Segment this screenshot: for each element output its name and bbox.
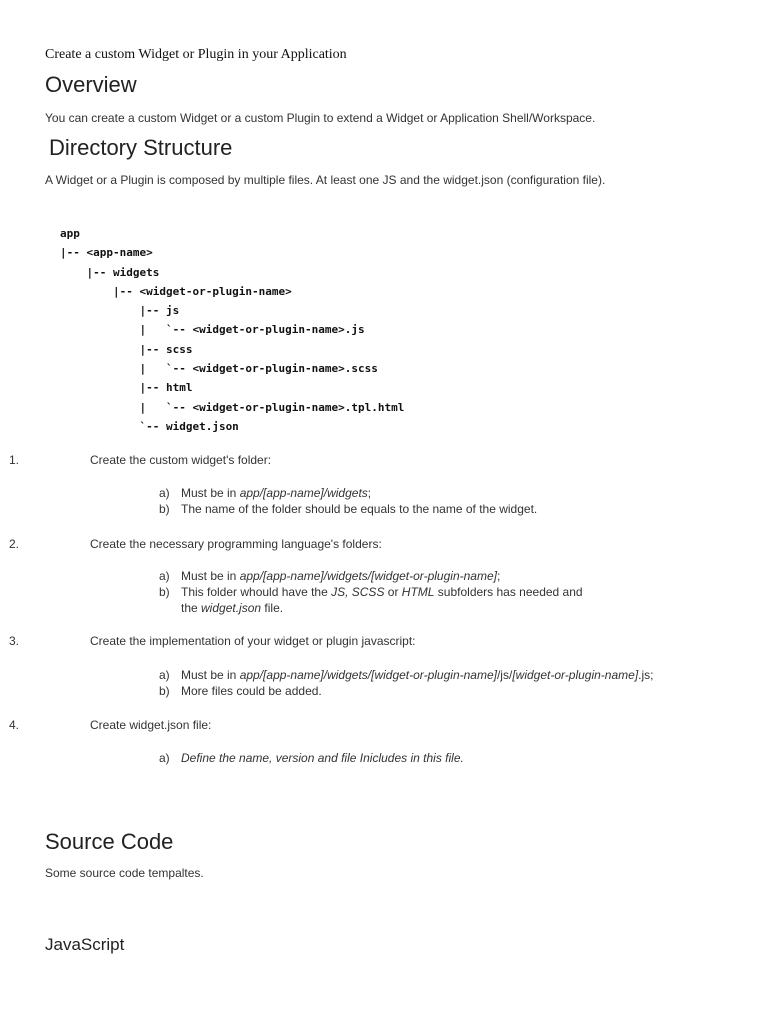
sub-item-letter: b) xyxy=(159,684,170,698)
path-text: app/[app-name]/widgets/[widget-or-plugin-name] xyxy=(239,569,497,583)
sub-item-letter: a) xyxy=(159,751,170,765)
sub-item-text: file. xyxy=(261,601,284,615)
sub-item xyxy=(159,668,654,684)
directory-heading: Directory Structure xyxy=(49,135,233,160)
overview-text: You can create a custom Widget or a custom Plugin to extend a Widget or Application Shell/Workspace. xyxy=(45,111,596,125)
path-text: app/[app-name]/widgets xyxy=(239,486,368,500)
step-text: Create the necessary programming language's folders: xyxy=(90,537,382,551)
sub-item-text: ; xyxy=(367,486,372,500)
sub-item-text: or xyxy=(384,585,402,599)
sub-item-continuation xyxy=(181,601,283,617)
sub-item-text: The name of the folder should be equals to the name of the widget. xyxy=(181,502,538,516)
sub-item-text: .js; xyxy=(638,668,654,682)
sub-item-text: ; xyxy=(496,569,501,583)
sub-item-text: Must be in xyxy=(181,486,240,500)
path-text: app/[app-name]/widgets/[widget-or-plugin-name] xyxy=(239,668,497,682)
tree-line: |-- <app-name> xyxy=(60,246,153,260)
emphasis-text: HTML xyxy=(401,585,435,599)
sub-item-text: More files could be added. xyxy=(181,684,322,698)
sub-item-letter: a) xyxy=(159,486,170,500)
step-number: 4. xyxy=(9,718,20,732)
directory-tree xyxy=(60,224,404,436)
step-text: Create the implementation of your widget or plugin javascript: xyxy=(90,634,416,648)
step-number: 1. xyxy=(9,453,20,467)
sub-item-text: This folder whould have the xyxy=(181,585,332,599)
sub-item-letter: a) xyxy=(159,569,170,583)
path-text: [widget-or-plugin-name] xyxy=(512,668,639,682)
tree-line: |-- scss xyxy=(60,342,193,356)
tree-line: | `-- <widget-or-plugin-name>.tpl.html xyxy=(60,400,405,414)
directory-text: A Widget or a Plugin is composed by multiple files. At least one JS and the widget.json (configuration file). xyxy=(45,173,606,187)
source-code-text: Some source code tempaltes. xyxy=(45,866,204,880)
sub-item xyxy=(159,684,322,700)
javascript-heading: JavaScript xyxy=(45,935,125,954)
step-number: 3. xyxy=(9,634,20,648)
step-text: Create widget.json file: xyxy=(90,718,212,732)
tree-line: `-- widget.json xyxy=(60,419,239,433)
step-text: Create the custom widget's folder: xyxy=(90,453,272,467)
tree-line: |-- <widget-or-plugin-name> xyxy=(60,284,292,298)
sub-item xyxy=(159,585,583,601)
sub-item-text: Must be in xyxy=(181,569,240,583)
source-code-heading: Source Code xyxy=(45,829,174,854)
emphasis-text: Define the name, version and file Inicludes in this file. xyxy=(181,751,464,765)
sub-item xyxy=(159,486,371,502)
tree-line: | `-- <widget-or-plugin-name>.scss xyxy=(60,362,378,376)
sub-item-letter: b) xyxy=(159,502,170,516)
sub-item xyxy=(159,569,500,585)
overview-heading: Overview xyxy=(45,72,137,97)
sub-item-letter: b) xyxy=(159,585,170,599)
tree-line: app xyxy=(60,227,80,240)
tree-line: |-- html xyxy=(60,381,193,395)
step-number: 2. xyxy=(9,537,20,551)
sub-item xyxy=(159,751,464,767)
emphasis-text: widget.json xyxy=(201,601,262,615)
sub-item-text: /js/ xyxy=(496,668,513,682)
sub-item-text: the xyxy=(181,601,202,615)
tree-line: |-- widgets xyxy=(60,265,160,279)
sub-item-text: Must be in xyxy=(181,668,240,682)
sub-item-text: subfolders has needed and xyxy=(434,585,583,599)
tree-line: | `-- <widget-or-plugin-name>.js xyxy=(60,323,365,337)
sub-item-letter: a) xyxy=(159,668,170,682)
tree-line: |-- js xyxy=(60,304,180,318)
sub-item xyxy=(159,502,537,518)
emphasis-text: JS, SCSS xyxy=(331,585,385,599)
document-title: Create a custom Widget or Plugin in your Application xyxy=(45,47,347,62)
